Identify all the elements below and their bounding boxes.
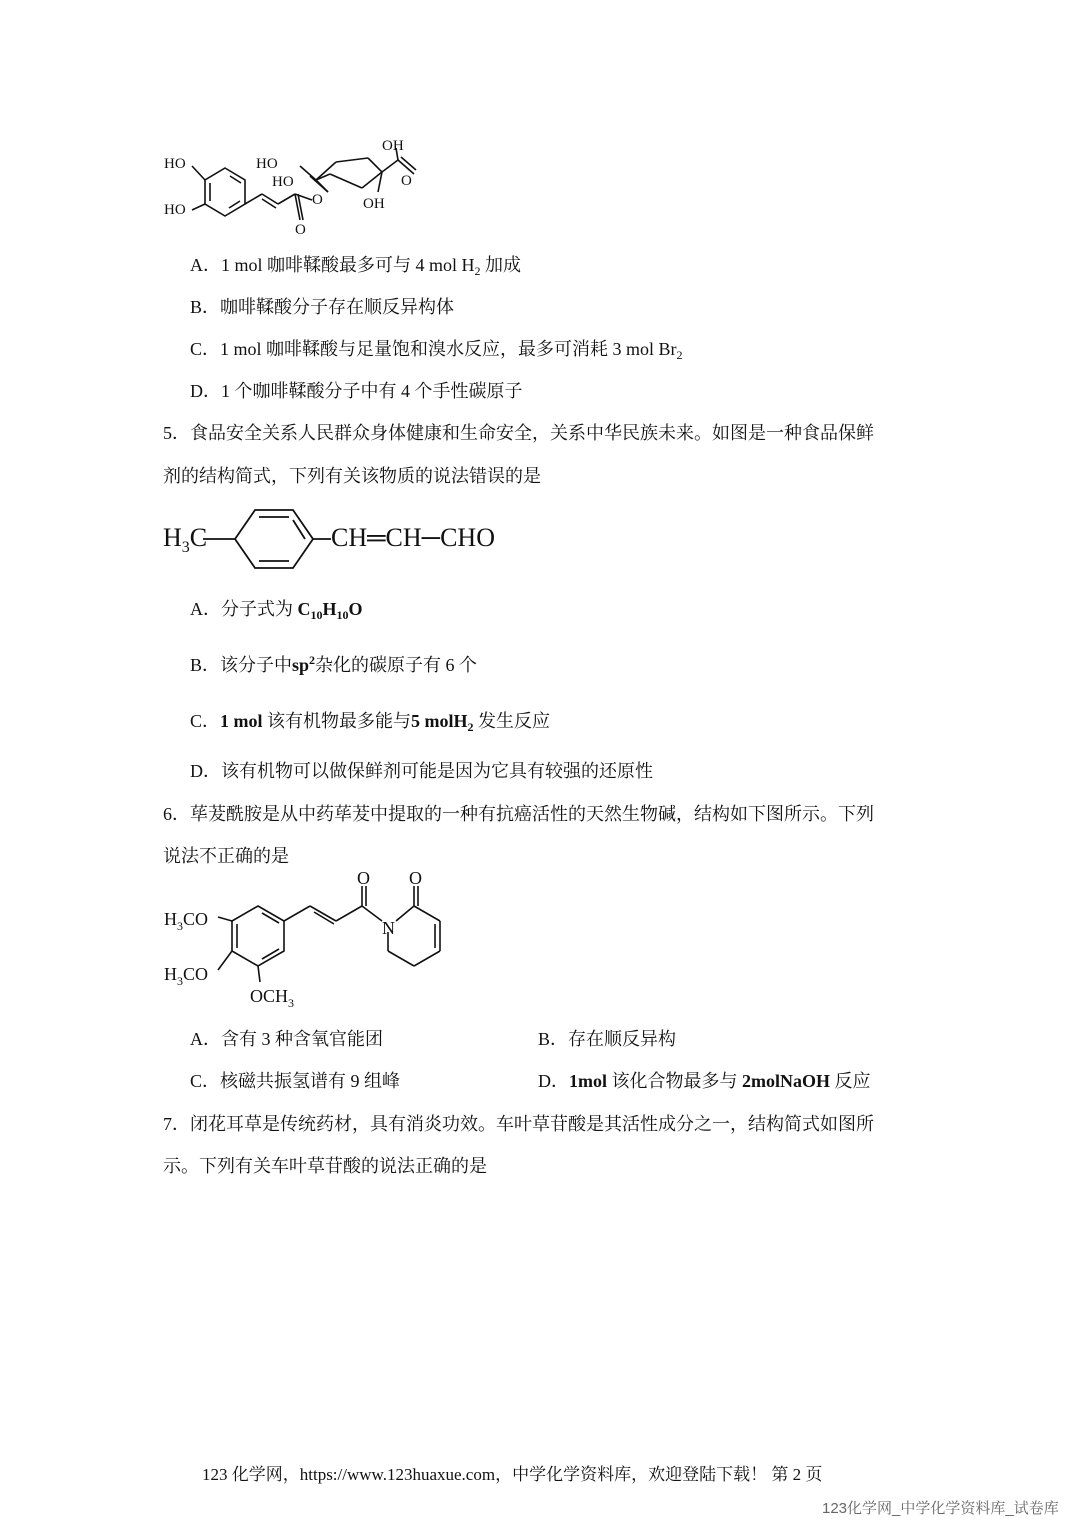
q6-methoxy-2: $H_3CO$ [164, 964, 209, 988]
q6-option-b: B．存在顺反异构 [538, 1029, 677, 1049]
struct1-carbonyl-o: O [295, 222, 306, 238]
q6-carbonyl-o-1: O [357, 872, 370, 888]
q6-nitrogen: N [382, 918, 395, 938]
struct1-o-acid: O [401, 173, 412, 189]
q6-option-a: A．含有 3 种含氧官能团 [190, 1029, 383, 1049]
q4-option-d: D．1 个咖啡鞣酸分子中有 4 个手性碳原子 [190, 381, 523, 401]
q6-carbonyl-o-2: O [409, 872, 422, 888]
q6-stem-line1: 6．荜茇酰胺是从中药荜茇中提取的一种有抗癌活性的天然生物碱，结构如下图所示。下列 [163, 804, 874, 824]
struct1-ho-2: HO [164, 202, 186, 218]
struct1-oh-2: OH [363, 196, 385, 212]
struct1-ho-1: HO [164, 156, 186, 172]
q4-option-c: C．1 mol 咖啡鞣酸与足量饱和溴水反应，最多可消耗 3 mol $Br_2$ [190, 339, 683, 362]
struct1-ho-4: HO [272, 174, 294, 190]
q5-chain-label: CH═CH─CHO [331, 523, 495, 552]
piperlongumine-structure [160, 872, 460, 1020]
benzene-ring [203, 505, 343, 575]
struct1-ester-o: O [312, 192, 323, 208]
q6-methoxy-3: $OCH_3$ [250, 986, 295, 1010]
q5-methyl-label: $H_3C$ [163, 523, 208, 556]
q5-option-b: B．该分子中$sp^2$杂化的碳原子有 6 个 [190, 653, 478, 675]
struct1-oh-1: OH [382, 138, 404, 154]
q5-stem-line2: 剂的结构简式，下列有关该物质的说法错误的是 [163, 466, 541, 486]
q6-option-c: C．核磁共振氢谱有 9 组峰 [190, 1071, 401, 1091]
page-footer: 123 化学网，https://www.123huaxue.com，中学化学资料库，欢迎登陆下载！ 第 2 页 [202, 1465, 823, 1484]
q5-stem-line1: 5．食品安全关系人民群众身体健康和生命安全，关系中华民族未来。如图是一种食品保鲜 [163, 423, 874, 443]
struct1-ho-3: HO [256, 156, 278, 172]
q6-methoxy-1: $H_3CO$ [164, 909, 209, 933]
q5-option-c: C．1 mol 该有机物最多能与5 molH$_2$ 发生反应 [190, 711, 551, 734]
q5-structure [163, 505, 543, 575]
q7-stem-line2: 示。下列有关车叶草苷酸的说法正确的是 [163, 1156, 487, 1176]
q5-option-d: D．该有机物可以做保鲜剂可能是因为它具有较强的还原性 [190, 761, 653, 781]
q6-stem-line2: 说法不正确的是 [163, 846, 289, 866]
q6-option-d: D．1mol 该化合物最多与 2molNaOH 反应 [538, 1071, 871, 1091]
q4-option-b: B．咖啡鞣酸分子存在顺反异构体 [190, 297, 455, 317]
q4-option-a: A．1 mol 咖啡鞣酸最多可与 4 mol $H_2$ 加成 [190, 255, 522, 278]
watermark: 123化学网_中学化学资料库_试卷库 [822, 1500, 1059, 1517]
caffeoylquinic-acid-structure [150, 130, 440, 245]
q5-option-a: A．分子式为 $C_{10}H_{10}O$ [190, 599, 363, 622]
q7-stem-line1: 7．闭花耳草是传统药材，具有消炎功效。车叶草苷酸是其活性成分之一，结构简式如图所 [163, 1114, 874, 1134]
